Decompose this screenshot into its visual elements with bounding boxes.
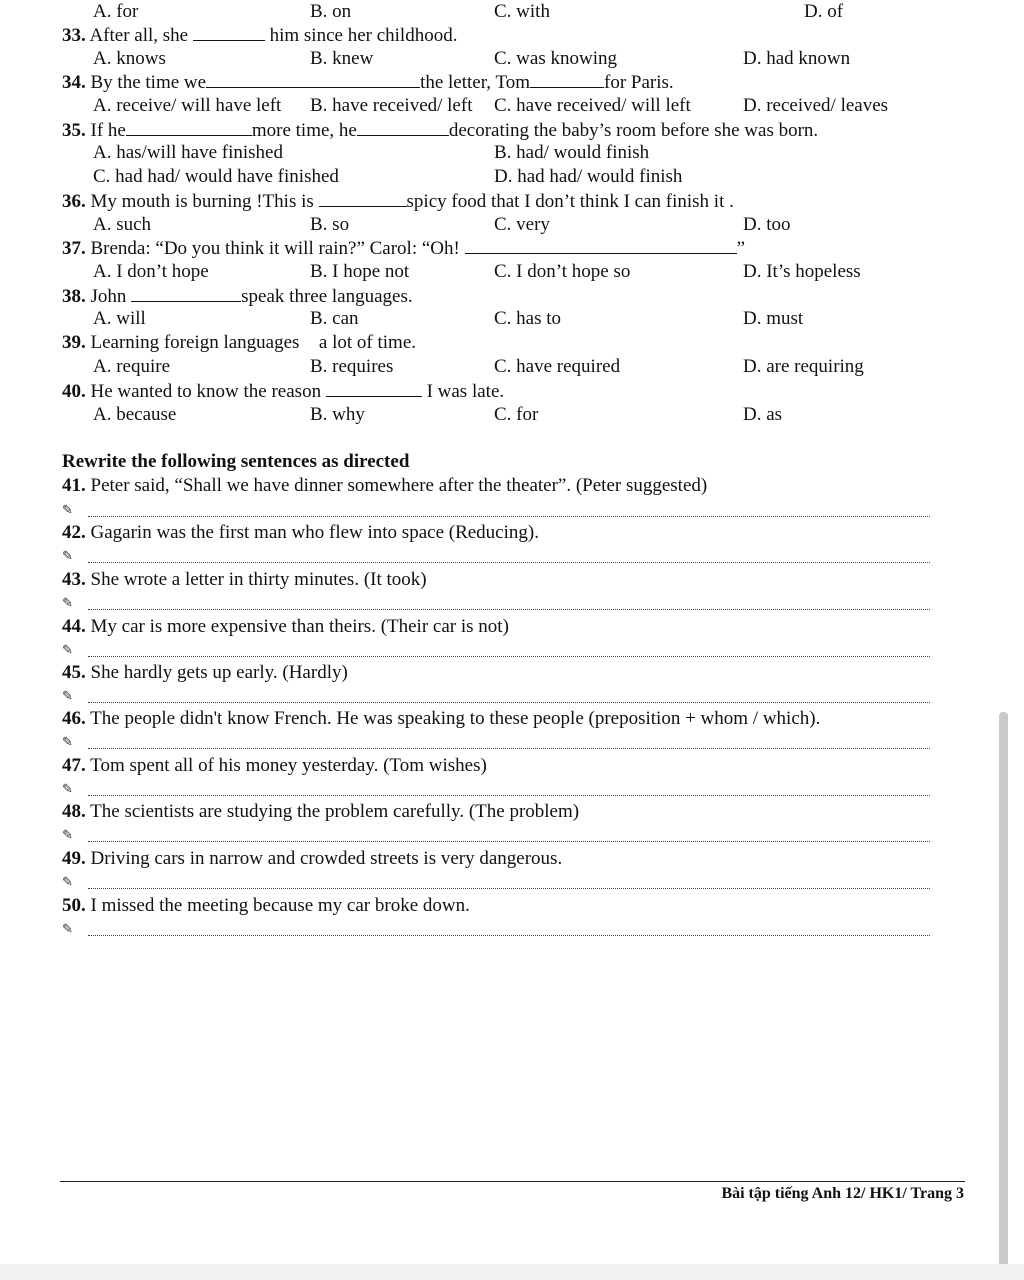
question-35 [62, 119, 818, 142]
pencil-icon: ✎ [62, 688, 73, 703]
option-d: D. had had/ would finish [494, 166, 683, 187]
question-text: Brenda: “Do you think it will rain?” Carol: “Oh! [90, 238, 460, 259]
question-50 [62, 895, 470, 917]
option-d: D. It’s hopeless [743, 261, 861, 282]
question-number: 45. [62, 662, 86, 683]
option-d: D. too [743, 214, 791, 235]
question-text: ” [736, 238, 746, 259]
option-b: B. can [310, 308, 359, 329]
option-b: B. on [310, 1, 352, 22]
question-43 [62, 569, 427, 591]
option-a: A. because [93, 404, 177, 425]
question-text: speak three languages. [241, 286, 413, 307]
dotted-line [88, 702, 930, 703]
option-a: A. has/will have finished [93, 142, 283, 163]
option-b: B. requires [310, 356, 394, 377]
question-text: The scientists are studying the problem carefully. (The problem) [90, 801, 580, 822]
option-a: A. require [93, 356, 171, 377]
answer-line[interactable] [62, 921, 930, 943]
question-34 [62, 71, 674, 94]
option-a: A. I don’t hope [93, 261, 209, 282]
section-title: Rewrite the following sentences as directed [62, 451, 410, 472]
question-number: 36. [62, 191, 86, 212]
option-b: B. so [310, 214, 350, 235]
option-c: C. very [494, 214, 550, 235]
question-number: 38. [62, 286, 86, 307]
pencil-icon: ✎ [62, 827, 73, 842]
page-gap [0, 1264, 1024, 1280]
question-number: 43. [62, 569, 86, 590]
answer-blank [193, 24, 265, 41]
pencil-icon: ✎ [62, 734, 73, 749]
question-number: 34. [62, 72, 86, 93]
option-c: C. has to [494, 308, 562, 329]
question-number: 44. [62, 616, 86, 637]
question-text: If he [90, 120, 126, 141]
option-c: C. had had/ would have finished [93, 166, 339, 187]
question-text: My car is more expensive than theirs. (Their car is not) [90, 616, 509, 637]
dotted-line [88, 748, 930, 749]
option-c: C. have received/ will left [494, 95, 691, 116]
question-text: Tom spent all of his money yesterday. (Tom wishes) [90, 755, 487, 776]
question-text: a lot of time. [318, 332, 417, 353]
answer-blank [319, 190, 407, 207]
question-text: Gagarin was the first man who flew into space (Reducing). [90, 522, 539, 543]
pencil-icon: ✎ [62, 781, 73, 796]
dotted-line [88, 609, 930, 610]
question-text: for Paris. [604, 72, 674, 93]
option-d: D. of [804, 1, 844, 22]
question-text: By the time we [90, 72, 207, 93]
question-number: 50. [62, 895, 86, 916]
answer-line[interactable] [62, 642, 930, 664]
pencil-icon: ✎ [62, 921, 73, 936]
question-38 [62, 285, 413, 308]
question-number: 47. [62, 755, 86, 776]
question-text: Peter said, “Shall we have dinner somewhere after the theater”. (Peter suggested) [90, 475, 708, 496]
question-number: 40. [62, 381, 86, 402]
answer-line[interactable] [62, 781, 930, 803]
option-b: B. have received/ left [310, 95, 473, 116]
footer-divider [60, 1181, 965, 1182]
pencil-icon: ✎ [62, 874, 73, 889]
question-text: I was late. [426, 381, 505, 402]
question-text: After all, she [89, 25, 189, 46]
answer-line[interactable] [62, 595, 930, 617]
question-text: Learning foreign languages [90, 332, 300, 353]
answer-line[interactable] [62, 548, 930, 570]
question-45 [62, 662, 348, 684]
answer-line[interactable] [62, 874, 930, 896]
question-text: She hardly gets up early. (Hardly) [90, 662, 348, 683]
question-41 [62, 475, 707, 497]
option-b: B. why [310, 404, 365, 425]
pencil-icon: ✎ [62, 502, 73, 517]
answer-blank [530, 71, 604, 88]
question-number: 33. [62, 25, 86, 46]
question-text: She wrote a letter in thirty minutes. (It took) [90, 569, 427, 590]
option-c: C. with [494, 1, 550, 22]
vertical-scrollbar[interactable] [999, 712, 1008, 1280]
question-text: The people didn't know French. He was speaking to these people (preposition + whom / which). [90, 708, 821, 729]
answer-blank [357, 119, 449, 136]
question-text: Driving cars in narrow and crowded streets is very dangerous. [90, 848, 563, 869]
option-d: D. had known [743, 48, 851, 69]
question-46 [62, 708, 820, 730]
question-40 [62, 380, 504, 403]
option-c: C. was knowing [494, 48, 617, 69]
answer-blank [326, 380, 422, 397]
question-number: 39. [62, 332, 86, 353]
option-d: D. must [743, 308, 804, 329]
dotted-line [88, 795, 930, 796]
question-37 [62, 237, 745, 260]
question-49 [62, 848, 562, 870]
question-33 [62, 24, 457, 47]
option-a: A. will [93, 308, 146, 329]
answer-line[interactable] [62, 688, 930, 710]
answer-blank [206, 71, 420, 88]
question-44 [62, 616, 509, 638]
dotted-line [88, 935, 930, 936]
dotted-line [88, 656, 930, 657]
question-number: 48. [62, 801, 86, 822]
question-number: 35. [62, 120, 86, 141]
option-a: A. such [93, 214, 152, 235]
dotted-line [88, 841, 930, 842]
question-number: 46. [62, 708, 86, 729]
question-text: decorating the baby’s room before she was born. [448, 120, 819, 141]
option-c: C. have required [494, 356, 621, 377]
pencil-icon: ✎ [62, 595, 73, 610]
dotted-line [88, 516, 930, 517]
question-number: 37. [62, 238, 86, 259]
answer-blank [465, 237, 737, 254]
question-text: more time, he [251, 120, 357, 141]
question-42 [62, 522, 539, 544]
question-text: My mouth is burning !This is [90, 191, 314, 212]
option-d: D. received/ leaves [743, 95, 889, 116]
pencil-icon: ✎ [62, 642, 73, 657]
dotted-line [88, 888, 930, 889]
question-48 [62, 801, 579, 823]
option-b: B. knew [310, 48, 374, 69]
question-number: 49. [62, 848, 86, 869]
question-36 [62, 190, 734, 213]
question-text: spicy food that I don’t think I can finish it . [406, 191, 734, 212]
question-text: the letter, Tom [420, 72, 531, 93]
option-a: A. for [93, 1, 139, 22]
question-number: 42. [62, 522, 86, 543]
pencil-icon: ✎ [62, 548, 73, 563]
answer-blank [126, 119, 252, 136]
question-39 [62, 332, 416, 354]
question-text: He wanted to know the reason [90, 381, 322, 402]
answer-line[interactable] [62, 827, 930, 849]
page-footer: Bài tập tiếng Anh 12/ HK1/ Trang 3 [721, 1185, 964, 1202]
question-text: John [90, 286, 127, 307]
option-b: B. had/ would finish [494, 142, 650, 163]
answer-line[interactable] [62, 734, 930, 756]
question-text: I missed the meeting because my car broke down. [90, 895, 470, 916]
option-a: A. knows [93, 48, 166, 69]
answer-line[interactable] [62, 502, 930, 524]
question-text: him since her childhood. [269, 25, 458, 46]
option-a: A. receive/ will have left [93, 95, 282, 116]
option-c: C. I don’t hope so [494, 261, 631, 282]
question-number: 41. [62, 475, 86, 496]
dotted-line [88, 562, 930, 563]
option-d: D. are requiring [743, 356, 864, 377]
option-b: B. I hope not [310, 261, 410, 282]
option-d: D. as [743, 404, 783, 425]
answer-blank [131, 285, 241, 302]
question-47 [62, 755, 487, 777]
option-c: C. for [494, 404, 539, 425]
